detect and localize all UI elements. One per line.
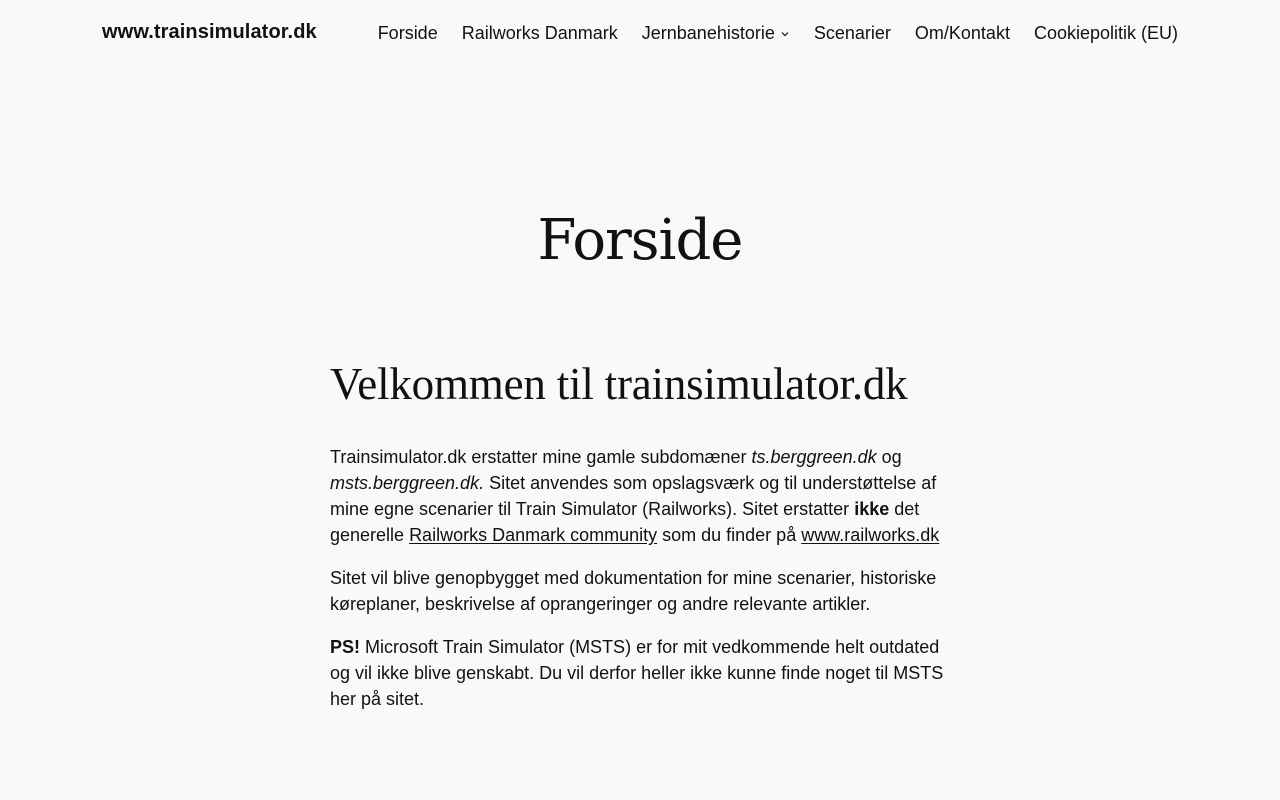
intro-text-1: Trainsimulator.dk erstatter mine gamle subdomæner [330, 447, 752, 467]
railworks-dk-link[interactable]: www.railworks.dk [801, 525, 940, 545]
intro-text-2: og [876, 447, 902, 467]
ps-paragraph [330, 634, 954, 712]
nav-item-scenarier[interactable]: Scenarier [813, 23, 891, 43]
intro-text-3: Sitet anvendes som opslagsværk og til understøttelse af mine egne scenarier til Train Simulator (Railworks). Sitet erstatter [330, 473, 937, 519]
main-nav [378, 23, 1178, 44]
main-content [330, 356, 954, 729]
rebuild-paragraph: Sitet vil blive genopbygget med dokumentation for mine scenarier, historiske køreplaner, beskrivelse af oprangeringer og andre relevante artikler. [330, 568, 937, 614]
nav-item-jernbanehistorie-label: Jernbanehistorie [641, 23, 775, 43]
nav-item-cookiepolitik[interactable]: Cookiepolitik (EU) [1033, 23, 1178, 43]
emphasis-ikke: ikke [854, 499, 890, 519]
nav-item-jernbanehistorie[interactable] [642, 23, 790, 44]
site-title-link[interactable]: www.trainsimulator.dk [102, 21, 317, 43]
nav-item-forside[interactable]: Forside [377, 23, 438, 43]
ps-label: PS! [330, 637, 361, 657]
intro-paragraph [330, 444, 954, 548]
ps-text: Microsoft Train Simulator (MSTS) er for mit vedkommende helt outdated og vil ikke blive genskabt. Du vil derfor heller ikke kunne finde noget til MSTS her på sitet. [330, 637, 944, 709]
nav-item-railworks-danmark[interactable]: Railworks Danmark [461, 23, 618, 43]
railworks-community-link[interactable]: Railworks Danmark community [409, 525, 658, 545]
site-header [0, 0, 1280, 70]
article-heading: Velkommen til trainsimulator.dk [330, 359, 908, 409]
subdomain-ts: ts.berggreen.dk [751, 447, 877, 467]
chevron-down-icon[interactable] [780, 29, 790, 39]
subdomain-msts: msts.berggreen.dk. [330, 473, 485, 493]
nav-item-om-kontakt[interactable]: Om/Kontakt [914, 23, 1010, 43]
intro-text-5: som du finder på [657, 525, 802, 545]
page-title: Forside [537, 208, 743, 273]
intro-text-4: det generelle [330, 499, 920, 545]
